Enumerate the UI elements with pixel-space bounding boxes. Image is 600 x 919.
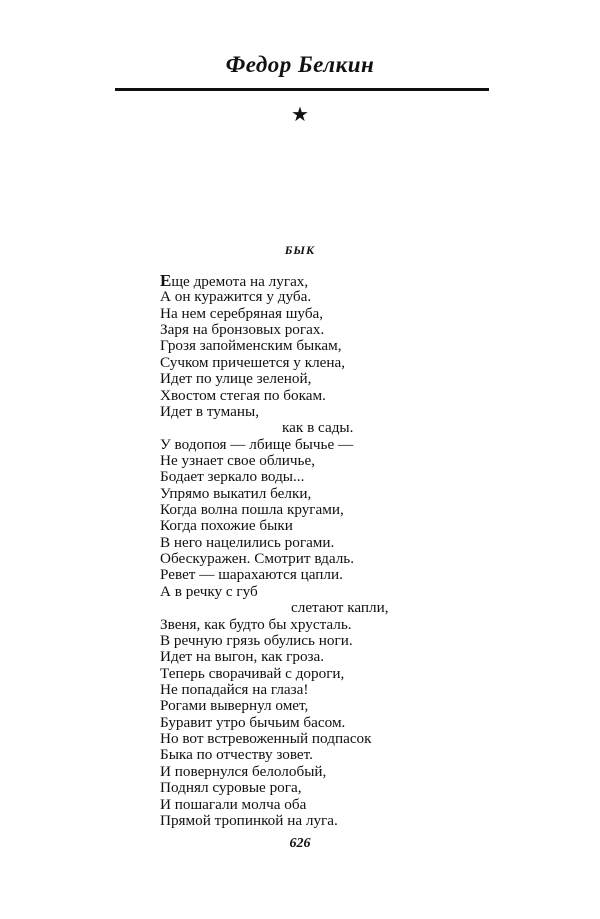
poem-line: Звеня, как будто бы хрусталь. [160,615,352,633]
poem-line: Когда волна пошла кругами, [160,501,344,519]
poem-line: А он куражится у дуба. [160,288,312,306]
poem-title: БЫК [284,243,316,257]
poem-line: Хвостом стегая по бокам. [160,386,326,404]
poem-line: Сучком причешется у клена, [160,353,346,371]
poem-body [160,273,389,829]
star-ornament-icon: ★ [291,104,309,126]
poem-line: Быка по отчеству зовет. [160,746,313,764]
poem-line: Ревет — шарахаются цапли. [160,566,343,584]
poem-line: Не узнает свое обличье, [160,451,316,469]
poem-line: Еще дремота на лугах, [160,271,309,290]
poem-line: как в сады. [282,419,354,437]
poem-line: Обескуражен. Смотрит вдаль. [160,550,355,568]
poem-line: Но вот встревоженный подпасок [160,730,372,748]
poem-line: Не попадайся на глаза! [160,680,309,698]
header-rule [115,88,489,91]
poem-line: Теперь сворачивай с дороги, [160,664,345,682]
poem-line: Буравит утро бычьим басом. [160,713,346,731]
poem-line: Когда похожие быки [160,517,293,535]
poem-line: Идет на выгон, как гроза. [160,648,325,666]
poem-line: Грозя запойменским быкам, [160,337,342,355]
poem-line: слетают капли, [291,599,389,617]
poem-line: А в речку с губ [160,582,258,600]
poem-line: И пошагали молча оба [160,795,307,813]
poem-line: Поднял суровые рога, [160,779,302,797]
poem-line: Упрямо выкатил белки, [160,484,312,502]
poem-line: Идет по улице зеленой, [160,370,312,388]
page-number: 626 [289,836,311,851]
poem-line: И повернулся белолобый, [160,762,327,780]
poem-line: На нем серебряная шуба, [160,304,324,322]
poem-line: В речную грязь обулись ноги. [160,631,353,649]
author-name: Федор Белкин [225,52,375,77]
poem-line: У водопоя — лбище бычье — [160,435,354,453]
poem-line: Бодает зеркало воды... [160,468,305,486]
poem-line: Прямой тропинкой на луга. [160,811,338,829]
poem-line: Рогами вывернул омет, [160,697,309,715]
poem-line: Идет в туманы, [160,402,260,420]
poem-line: Заря на бронзовых рогах. [160,321,325,339]
poem-line: В него нацелились рогами. [160,533,335,551]
